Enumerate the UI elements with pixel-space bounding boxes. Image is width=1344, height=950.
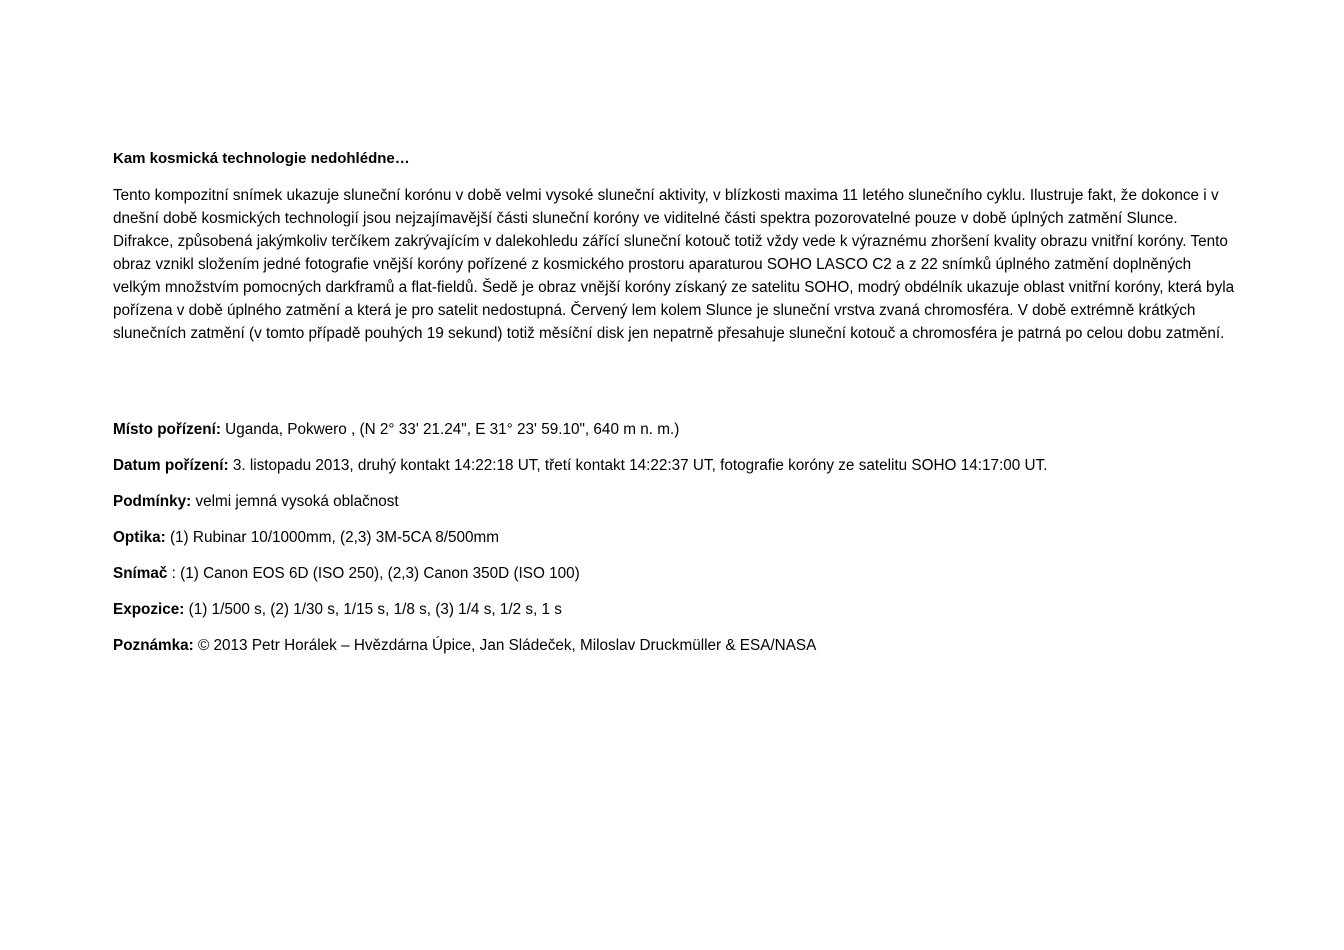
document-heading: Kam kosmická technologie nedohlédne… — [113, 150, 410, 167]
spec-row-date — [113, 455, 1238, 477]
spec-row-optics — [113, 527, 1238, 549]
document-body — [113, 148, 1238, 345]
spec-value: velmi jemná vysoká oblačnost — [191, 493, 399, 510]
spec-value: (1) Rubinar 10/1000mm, (2,3) 3M-5CA 8/500mm — [165, 529, 499, 546]
spec-row-conditions — [113, 491, 1238, 513]
spec-value: : (1) Canon EOS 6D (ISO 250), (2,3) Canon 350D (ISO 100) — [167, 565, 580, 582]
spec-row-note — [113, 635, 1238, 657]
spec-row-exposure — [113, 599, 1238, 621]
spec-row-location — [113, 419, 1238, 441]
spec-value: © 2013 Petr Horálek – Hvězdárna Úpice, Jan Sládeček, Miloslav Druckmüller & ESA/NASA — [193, 637, 817, 654]
spec-row-sensor — [113, 563, 1238, 585]
spec-label: Datum pořízení: — [113, 457, 229, 474]
spec-label: Podmínky: — [113, 493, 192, 510]
spec-label: Snímač — [113, 565, 168, 582]
spec-label: Expozice: — [113, 601, 185, 618]
spec-label: Místo pořízení: — [113, 421, 221, 438]
spec-value: (1) 1/500 s, (2) 1/30 s, 1/15 s, 1/8 s, (3) 1/4 s, 1/2 s, 1 s — [184, 601, 562, 618]
spec-label: Optika: — [113, 529, 166, 546]
document-paragraph: Tento kompozitní snímek ukazuje sluneční korónu v době velmi vysoké sluneční aktivity, v blízkosti maxima 11 letého slunečního cyklu. Ilustruje fakt, že dokonce i v dnešní době kosmických technologií jsou nejzajímavější části sluneční koróny ve viditelné části spektra pozorovatelné pouze v době úplných zatmění Slunce. Difrakce, způsobená jakýmkoliv terčíkem zakrývajícím v dalekohledu zářící sluneční kotouč totiž vždy vede k výraznému zhoršení kvality obrazu vnitřní koróny. Tento obraz vznikl složením jedné fotografie vnější koróny pořízené z kosmického prostoru aparaturou SOHO LASCO C2 a z 22 snímků úplného zatmění doplněných velkým množstvím pomocných darkframů a flat-fieldů. Šedě je obraz vnější koróny získaný ze satelitu SOHO, modrý obdélník ukazuje oblast vnitřní koróny, která byla pořízena v době úplného zatmění a která je pro satelit nedostupná. Červený lem kolem Slunce je sluneční vrstva zvaná chromosféra. V době extrémně krátkých slunečních zatmění (v tomto případě pouhých 19 sekund) totiž měsíční disk jen nepatrně přesahuje sluneční kotouč a chromosféra je patrná po celou dobu zatmění. — [113, 187, 1235, 342]
spec-label: Poznámka: — [113, 637, 194, 654]
spec-value: 3. listopadu 2013, druhý kontakt 14:22:18 UT, třetí kontakt 14:22:37 UT, fotografie koróny ze satelitu SOHO 14:17:00 UT. — [228, 457, 1048, 474]
spec-value: Uganda, Pokwero , (N 2° 33' 21.24", E 31° 23' 59.10", 640 m n. m.) — [220, 421, 680, 438]
specs-list — [113, 419, 1238, 671]
